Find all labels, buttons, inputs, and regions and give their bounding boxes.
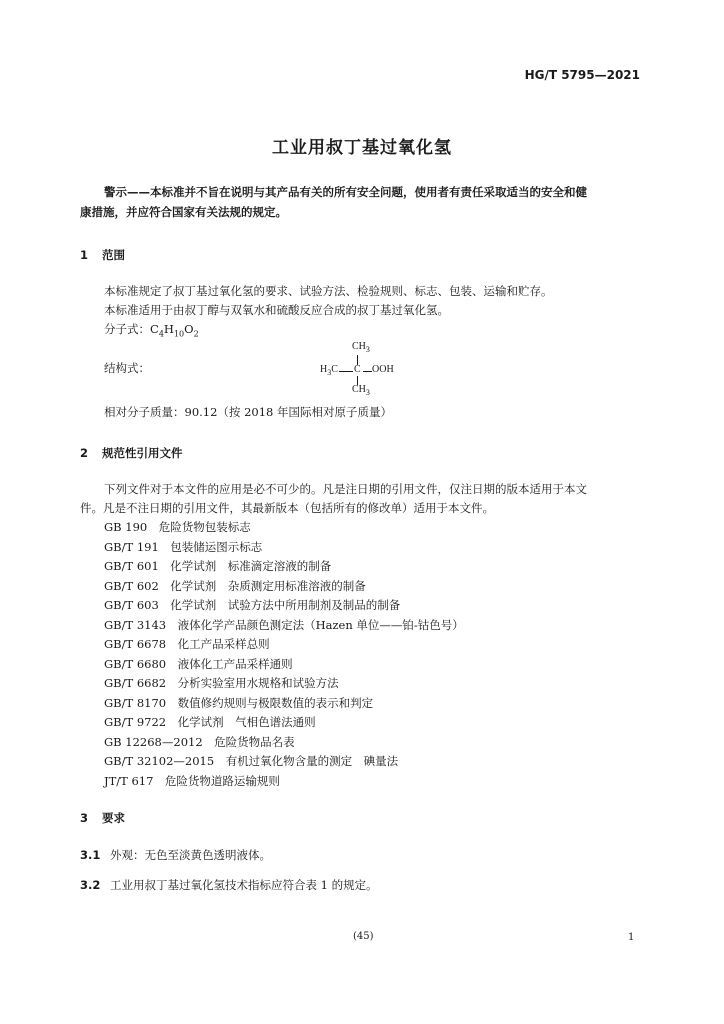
warning-notice xyxy=(80,182,640,222)
reference-item: JT/T 617 危险货物道路运输规则 xyxy=(104,774,280,788)
requirement-3-2-number: 3.2 xyxy=(80,878,101,892)
section-3-heading xyxy=(80,810,125,826)
requirement-3-2 xyxy=(80,877,378,893)
reference-item: GB/T 601 化学试剂 标准滴定溶液的制备 xyxy=(104,559,332,573)
requirement-3-1-number: 3.1 xyxy=(80,848,101,862)
reference-item: GB/T 8170 数值修约规则与极限数值的表示和判定 xyxy=(104,696,374,710)
structure-bond-left xyxy=(339,371,353,372)
warning-line-1: 警示——本标准并不旨在说明与其产品有关的所有安全问题，使用者有责任采取适当的安全和健 xyxy=(104,185,587,199)
references-intro-line-2: 件。凡是不注日期的引用文件，其最新版本（包括所有的修改单）适用于本文件。 xyxy=(80,501,494,515)
reference-item: GB/T 191 包装储运图示标志 xyxy=(104,540,263,554)
structure-right-group: OOH xyxy=(372,364,394,375)
footer-page-number-center: (45) xyxy=(353,931,374,942)
requirement-3-1 xyxy=(80,847,271,863)
reference-item: GB/T 6682 分析实验室用水规格和试验方法 xyxy=(104,676,339,690)
reference-item: GB/T 6680 液体化工产品采样通则 xyxy=(104,657,293,671)
standard-code: HG/T 5795—2021 xyxy=(524,68,640,82)
molecular-formula-label: 分子式： xyxy=(104,322,150,336)
document-title: 工业用叔丁基过氧化氢 xyxy=(272,138,452,158)
scope-paragraph-2: 本标准适用于由叔丁醇与双氧水和硫酸反应合成的叔丁基过氧化氢。 xyxy=(104,303,449,317)
requirement-3-2-text: 工业用叔丁基过氧化氢技术指标应符合表 1 的规定。 xyxy=(110,878,378,892)
structure-top-group: $CH_3$ xyxy=(352,341,370,354)
requirement-3-1-text: 外观：无色至淡黄色透明液体。 xyxy=(110,848,271,862)
structure-bond-right xyxy=(363,371,372,372)
section-2-number: 2 xyxy=(80,446,89,460)
molecular-formula: 分子式：$C_4H_{10}O_2$ xyxy=(104,322,199,339)
reference-item: GB/T 3143 液体化学产品颜色测定法（Hazen 单位——铂-钴色号） xyxy=(104,618,464,632)
section-1-number: 1 xyxy=(80,248,89,262)
structure-label: 结构式： xyxy=(104,361,150,375)
section-1-title: 范围 xyxy=(102,248,125,262)
structure-left-group: $H_3C$ xyxy=(320,364,338,377)
reference-item: GB/T 32102—2015 有机过氧化物含量的测定 碘量法 xyxy=(104,754,399,768)
section-2-heading xyxy=(80,445,183,461)
reference-item: GB/T 603 化学试剂 试验方法中所用制剂及制品的制备 xyxy=(104,598,401,612)
section-1-heading xyxy=(80,247,125,263)
footer-page-number-right: 1 xyxy=(628,932,635,943)
scope-paragraph-1: 本标准规定了叔丁基过氧化氢的要求、试验方法、检验规则、标志、包装、运输和贮存。 xyxy=(104,284,553,298)
molar-mass: 相对分子质量：90.12（按 2018 年国际相对原子质量） xyxy=(104,405,392,419)
section-2-title: 规范性引用文件 xyxy=(102,446,183,460)
reference-item: GB 12268—2012 危险货物品名表 xyxy=(104,735,295,749)
structure-bottom-group: $CH_3$ xyxy=(352,384,370,397)
warning-line-2: 康措施，并应符合国家有关法规的规定。 xyxy=(80,205,287,219)
reference-item: GB 190 危险货物包装标志 xyxy=(104,520,251,534)
section-3-number: 3 xyxy=(80,811,89,825)
reference-item: GB/T 602 化学试剂 杂质测定用标准溶液的制备 xyxy=(104,579,366,593)
reference-item: GB/T 9722 化学试剂 气相色谱法通则 xyxy=(104,715,316,729)
reference-item: GB/T 6678 化工产品采样总则 xyxy=(104,637,270,651)
section-3-title: 要求 xyxy=(102,811,125,825)
structure-center-atom: C xyxy=(354,364,361,375)
references-intro-line-1: 下列文件对于本文件的应用是必不可少的。凡是注日期的引用文件，仅注日期的版本适用于本文 xyxy=(104,482,587,496)
